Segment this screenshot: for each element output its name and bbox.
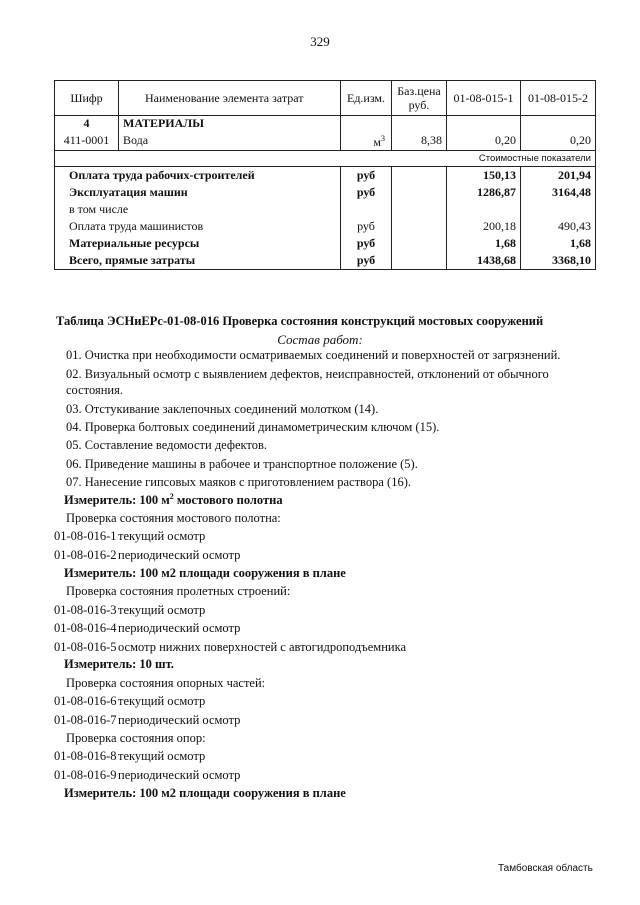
work-item-continuation: состояния. (66, 383, 123, 397)
rate-row: 01-08-016-1 текущий осмотр (54, 529, 206, 543)
header-base-price (392, 81, 447, 116)
rate-row: 01-08-016-2 периодический осмотр (54, 548, 241, 562)
material-v1: 0,20 (447, 131, 521, 151)
header-col-1: 01-08-015-1 (447, 81, 521, 116)
rate-row: 01-08-016-9 периодический осмотр (54, 768, 241, 782)
material-name: Вода (119, 131, 341, 151)
material-code: 411-0001 (55, 131, 119, 151)
work-item: 05. Составление ведомости дефектов. (66, 438, 268, 452)
footer-region: Тамбовская область (498, 863, 593, 874)
material-v2: 0,20 (521, 131, 596, 151)
materials-section-row (55, 116, 596, 132)
measure-unit-1: Измеритель: 100 $м^2$ мостового полотна (64, 492, 283, 508)
material-row (55, 131, 596, 151)
rate-row: 01-08-016-5 осмотр нижних поверхностей с автогидроподъемника (54, 640, 407, 654)
section-label: Проверка состояния мостового полотна: (66, 511, 281, 525)
measure-unit-4: Измеритель: 100 м2 площади сооружения в плане (64, 786, 346, 800)
header-price-line2: руб. (408, 98, 430, 112)
materials-title: МАТЕРИАЛЫ (119, 116, 341, 132)
material-unit: $м^3$ (341, 131, 392, 151)
work-item: 06. Приведение машины в рабочее и транспортное положение (5). (66, 457, 418, 471)
header-unit: Ед.изм. (341, 81, 392, 116)
table-title: Таблица ЭСНиЕРс-01-08-016 Проверка состояния конструкций мостовых сооружений (56, 314, 544, 328)
cost-row: Эксплуатация машин руб 1286,87 3164,48 (55, 184, 596, 201)
measure-unit-3: Измеритель: 10 шт. (64, 657, 174, 671)
table-header-row (55, 81, 596, 116)
section-label: Проверка состояния пролетных строений: (66, 584, 291, 598)
cost-indicators-label: Стоимостные показатели (55, 151, 596, 167)
header-col-2: 01-08-015-2 (521, 81, 596, 116)
cost-row: Оплата труда машинистов руб 200,18 490,43 (55, 218, 596, 235)
work-item: 03. Отстукивание заклепочных соединений молотком (14). (66, 402, 379, 416)
rate-row: 01-08-016-4 периодический осмотр (54, 621, 241, 635)
rate-row: 01-08-016-8 текущий осмотр (54, 749, 206, 763)
rate-row: 01-08-016-7 периодический осмотр (54, 713, 241, 727)
work-item: 02. Визуальный осмотр с выявлением дефектов, неисправностей, отклонений от обычного (66, 367, 549, 381)
header-name: Наименование элемента затрат (119, 81, 341, 116)
cost-table (54, 80, 596, 270)
page-number: 329 (310, 34, 330, 49)
cost-row-total: Всего, прямые затраты руб 1438,68 3368,10 (55, 252, 596, 270)
materials-code: 4 (55, 116, 119, 132)
work-item: 01. Очистка при необходимости осматриваемых соединений и поверхностей от загрязнений. (66, 348, 561, 362)
section-label: Проверка состояния опорных частей: (66, 676, 266, 690)
material-price: 8,38 (392, 131, 447, 151)
rate-row: 01-08-016-6 текущий осмотр (54, 694, 206, 708)
work-composition-title: Состав работ: (277, 332, 363, 347)
subheader-row (55, 151, 596, 167)
rate-row: 01-08-016-3 текущий осмотр (54, 603, 206, 617)
cost-row: в том числе (55, 201, 596, 218)
cost-row: Материальные ресурсы руб 1,68 1,68 (55, 235, 596, 252)
cost-row: Оплата труда рабочих-строителей руб 150,13 201,94 (55, 167, 596, 185)
header-price-line1: Баз.цена (397, 84, 441, 98)
header-code: Шифр (55, 81, 119, 116)
section-label: Проверка состояния опор: (66, 731, 206, 745)
work-item: 07. Нанесение гипсовых маяков с приготовлением раствора (16). (66, 475, 411, 489)
measure-unit-2: Измеритель: 100 м2 площади сооружения в плане (64, 566, 346, 580)
work-item: 04. Проверка болтовых соединений динамометрическим ключом (15). (66, 420, 440, 434)
